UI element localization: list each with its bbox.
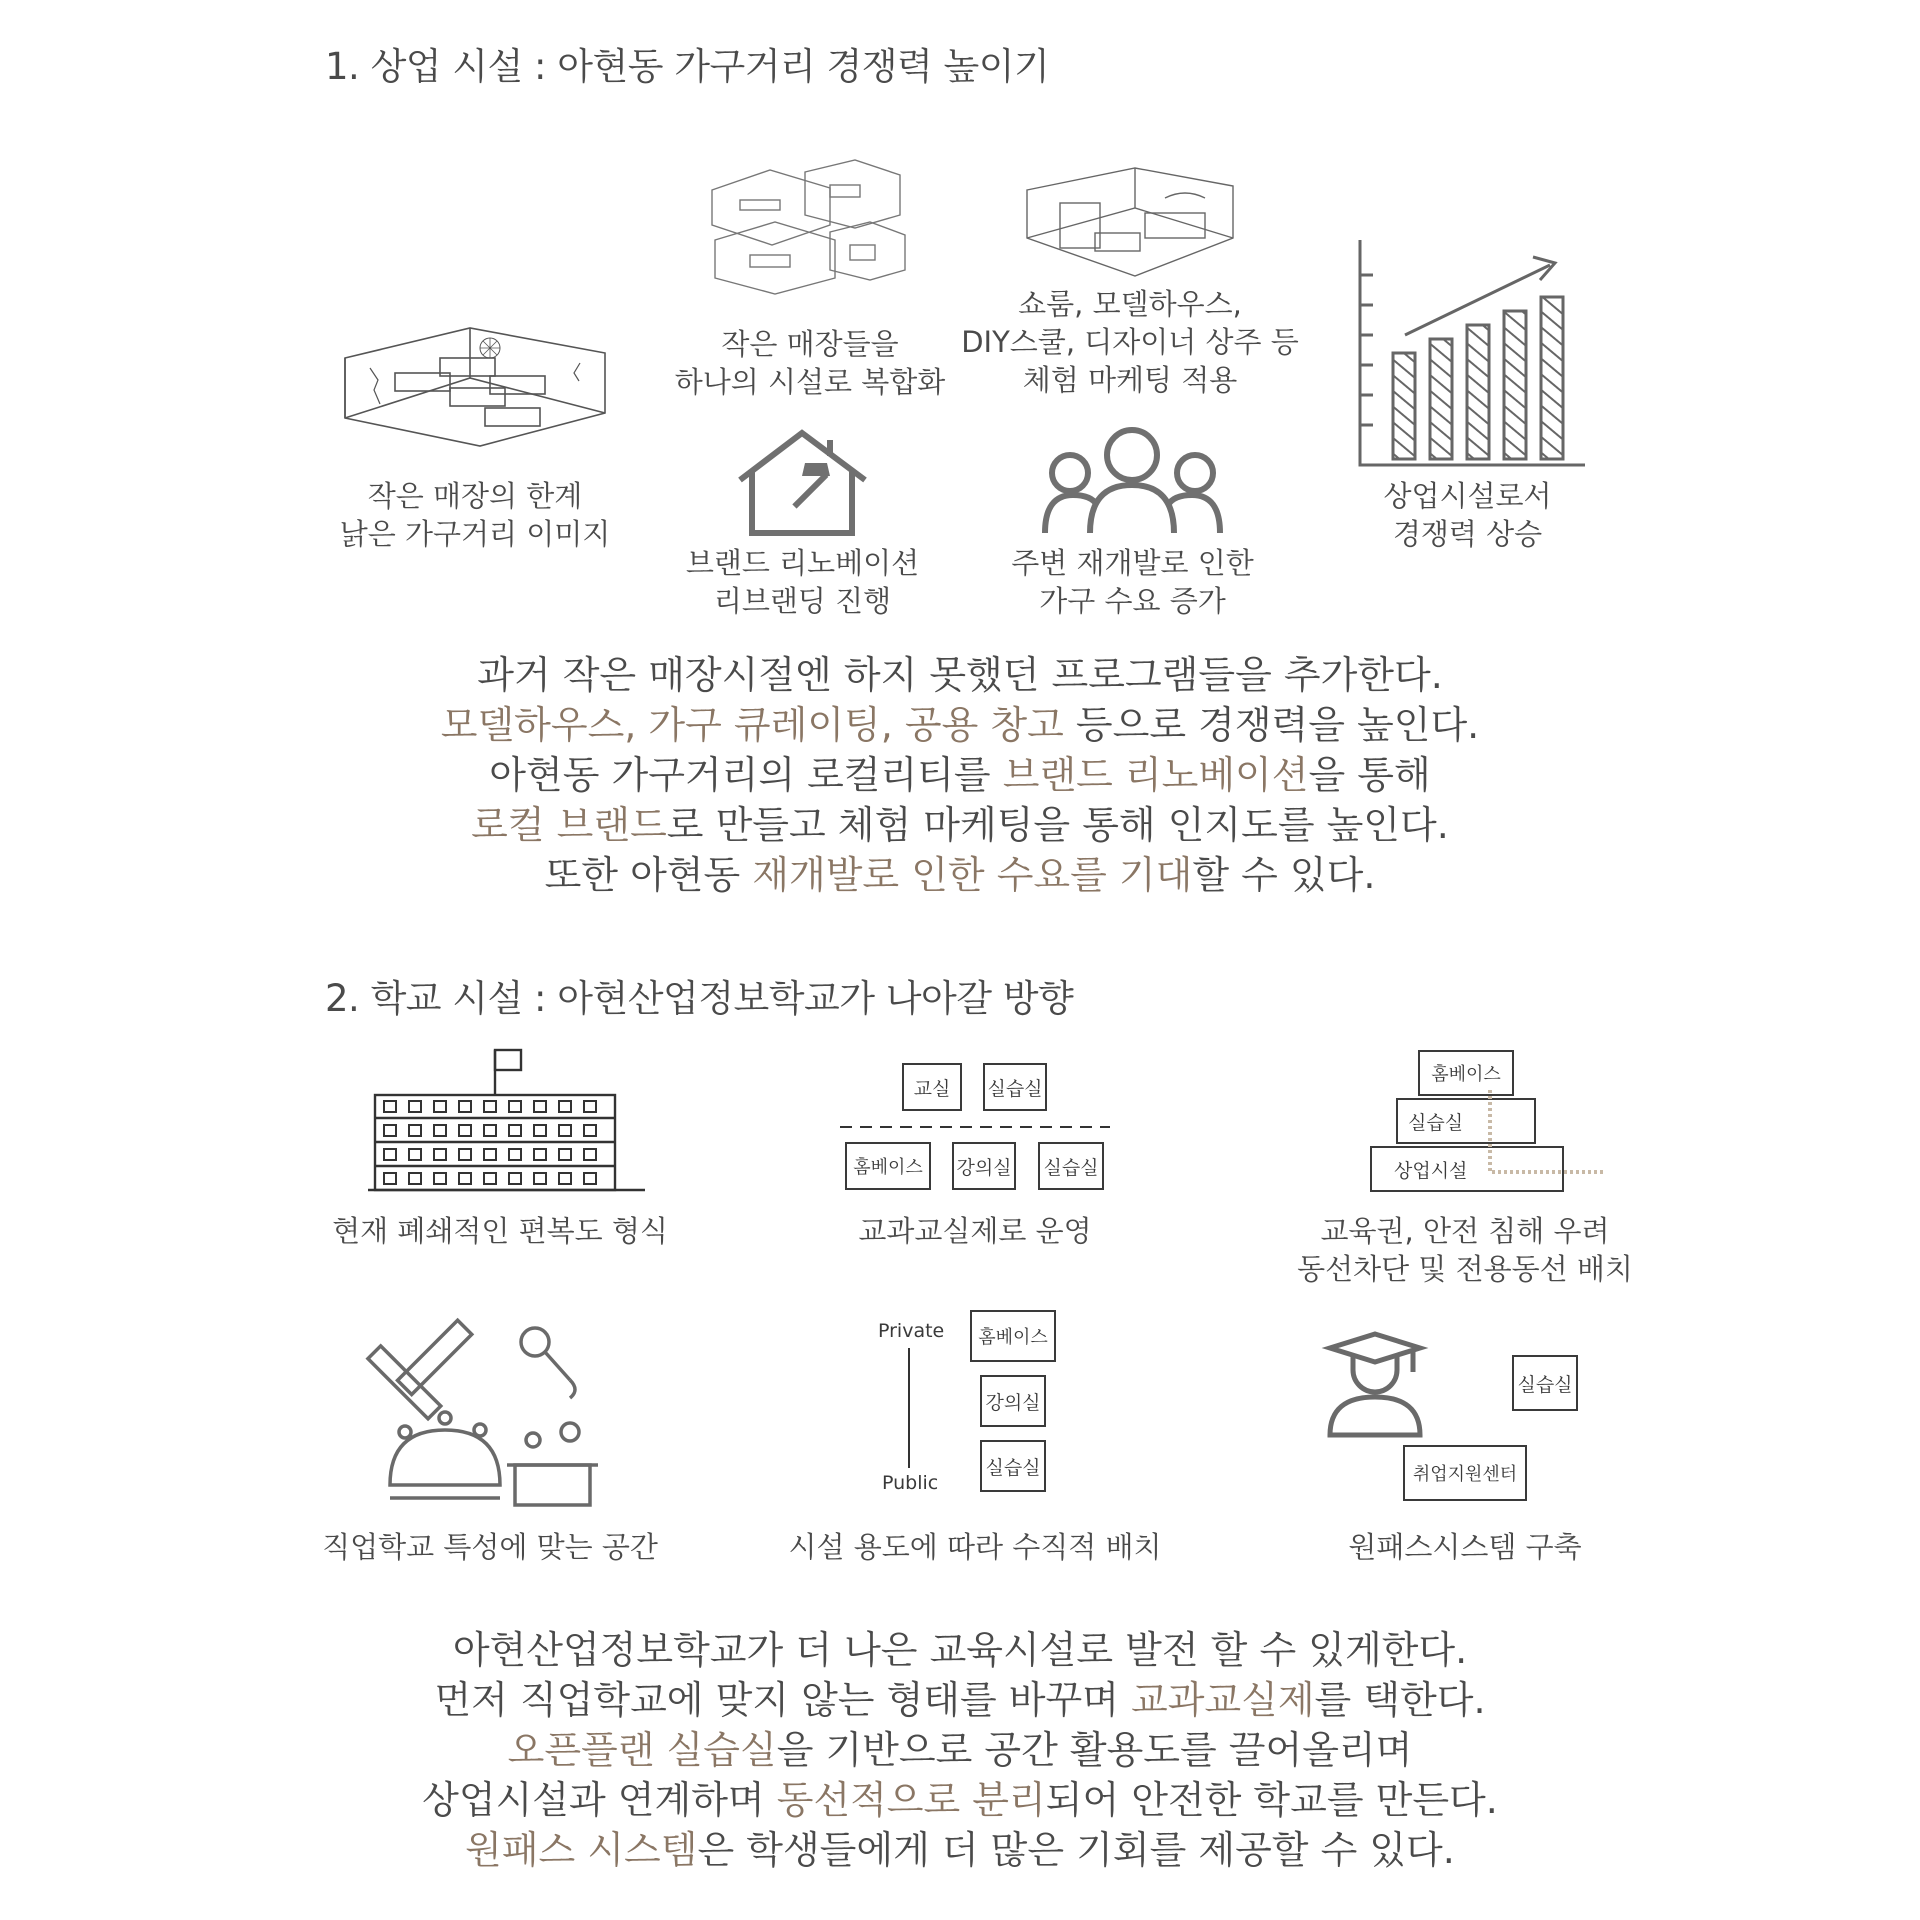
caption-small-store-limit: 작은 매장의 한계 낡은 가구거리 이미지 [339,479,611,551]
caption-brand-renovation: 브랜드 리노베이션 리브랜딩 진행 [685,546,920,618]
para2-line-5: 원패스 시스템은 학생들에게 더 많은 기회를 제공할 수 있다. [465,1828,1455,1872]
caption-subject-classroom: 교과교실제로 운영 [858,1214,1092,1248]
section1-heading: 1. 상업 시설 : 아현동 가구거리 경쟁력 높이기 [325,45,1050,88]
onepass-career-center: 취업지원센터 [1403,1445,1527,1501]
caption-circulation-separation: 교육권, 안전 침해 우려 동선차단 및 전용동선 배치 [1297,1214,1633,1286]
para1-line-4: 로컬 브랜드로 만들고 체험 마케팅을 통해 인지도를 높인다. [471,803,1449,847]
box-lab-bottom: 실습실 [1038,1142,1104,1190]
box-classroom: 교실 [902,1063,962,1111]
caption-competitiveness: 상업시설로서 경쟁력 상승 [1383,479,1552,551]
chart-bars [1393,297,1563,459]
para2-line-4: 상업시설과 연계하며 동선적으로 분리되어 안전한 학교를 만든다. [422,1778,1498,1822]
vertical-lecture: 강의실 [980,1375,1046,1427]
dashed-divider [840,1125,1110,1129]
people-group-icon [1040,425,1225,535]
pyramid-commercial: 상업시설 [1370,1146,1564,1192]
para1-line-1: 과거 작은 매장시절엔 하지 못했던 프로그램들을 추가한다. [477,653,1443,697]
school-building-icon [370,1045,645,1195]
para1-line-5: 또한 아현동 재개발로 인한 수요를 기대할 수 있다. [544,853,1376,897]
para1-line-3: 아현동 가구거리의 로컬리티를 브랜드 리노베이션을 통해 [489,753,1431,797]
label-public: Public [882,1472,939,1494]
caption-vertical-layout: 시설 용도에 따라 수직적 배치 [788,1530,1162,1564]
vertical-lab: 실습실 [980,1440,1046,1492]
box-lab-top: 실습실 [983,1063,1047,1111]
house-hammer-icon [730,428,875,538]
caption-closed-corridor: 현재 폐쇄적인 편복도 형식 [332,1214,668,1248]
para2-line-3: 오픈플랜 실습실을 기반으로 공간 활용도를 끌어올리며 [507,1728,1413,1772]
showroom-icon [1025,168,1235,278]
caption-combined-facility: 작은 매장들을 하나의 시설로 복합화 [674,327,946,399]
caption-showroom: 쇼룸, 모델하우스, DIY스쿨, 디자이너 상주 등 체험 마케팅 적용 [961,287,1299,397]
section2-heading: 2. 학교 시설 : 아현산업정보학교가 나아갈 방향 [325,977,1074,1020]
dedicated-path-dotted [1488,1090,1608,1180]
pyramid-lab: 실습실 [1396,1098,1536,1144]
rising-bar-chart-icon [1355,235,1600,470]
onepass-lab: 실습실 [1512,1355,1578,1411]
section2-paragraph [0,1625,1920,1875]
private-public-axis [907,1348,911,1468]
section1-paragraph [0,650,1920,900]
label-private: Private [878,1320,945,1342]
small-store-room-icon [340,318,610,458]
vertical-homebase: 홈베이스 [970,1310,1056,1362]
box-homebase: 홈베이스 [845,1142,931,1190]
para2-line-1: 아현산업정보학교가 더 나은 교육시설로 발전 할 수 있게한다. [452,1628,1468,1672]
vocational-tools-icon [385,1320,595,1510]
graduate-student-icon [1325,1332,1425,1437]
caption-onepass-system: 원패스시스템 구축 [1348,1530,1582,1564]
combined-facility-icon [710,160,905,295]
box-lecture: 강의실 [952,1142,1016,1190]
caption-vocational-space: 직업학교 특성에 맞는 공간 [322,1530,658,1564]
pyramid-homebase: 홈베이스 [1418,1050,1514,1096]
caption-redevelopment-demand: 주변 재개발로 인한 가구 수요 증가 [1011,546,1254,618]
para2-line-2: 먼저 직업학교에 맞지 않는 형태를 바꾸며 교과교실제를 택한다. [434,1678,1486,1722]
para1-line-2: 모델하우스, 가구 큐레이팅, 공용 창고 등으로 경쟁력을 높인다. [440,703,1480,747]
